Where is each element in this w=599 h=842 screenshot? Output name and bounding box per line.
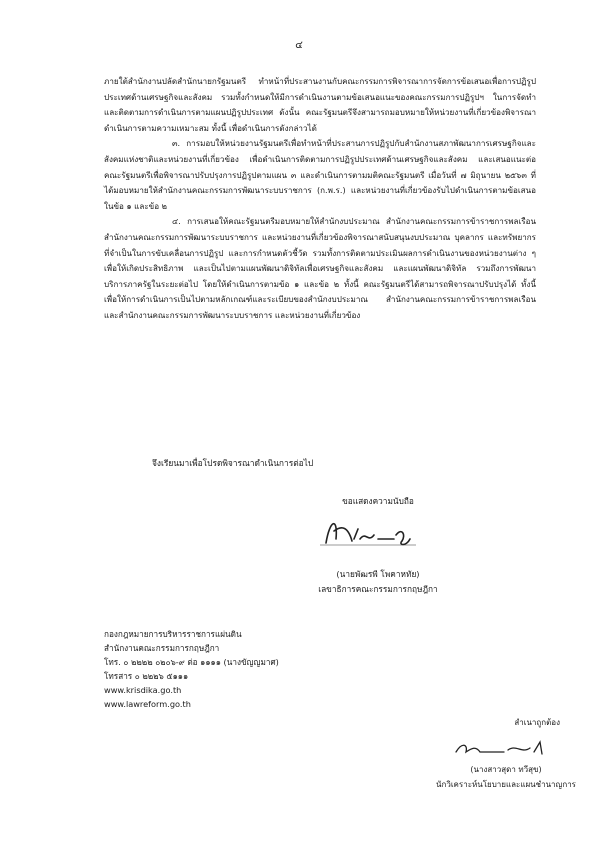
contact-block <box>104 627 364 711</box>
contact-phone: โทร. ๐ ๒๒๒๒ ๐๒๐๖-๙ ต่อ ๑๑๑๑ (นางขัญญมาศ) <box>104 657 279 667</box>
paragraph-1: ภายใต้สำนักงานปลัดสำนักนายกรัฐมนตรี ทำหน้าที่ประสานงานกับคณะกรรมการพิจารณาการจัดการข้อเสนอเพื่อการปฏิรูปประเทศด้านเศรษฐกิจและสังคม รวมทั้งกำหนดให้มีการดำเนินงานตามข้อเสนอแนะของคณะกรรมการปฏิรูปฯ ในการจัดทำและติดตามการดำเนินการตามแผนปฏิรูปประเทศ ดังนั้น คณะรัฐมนตรีจึงสามารถมอบหมายให้หน่วยงานที่เกี่ยวข้องพิจารณาดำเนินการตามความเหมาะสม ทั้งนี้ เพื่อดำเนินการดังกล่าวได้ <box>104 76 536 133</box>
paragraph-3: ๔. การเสนอให้คณะรัฐมนตรีมอบหมายให้สำนักงบประมาณ สำนักงานคณะกรรมการข้าราชการพลเรือน สำนักงานคณะกรรมการพัฒนาระบบราชการ และหน่วยงานที่เกี่ยวข้องพิจารณาสนับสนุนงบประมาณ บุคลากร และทรัพยากรที่จำเป็นในการขับเคลื่อนการปฏิรูป และการกำหนดตัวชี้วัด รวมทั้งการติดตามประเมินผลการดำเนินงานของหน่วยงานต่าง ๆ เพื่อให้เกิดประสิทธิภาพ และเป็นไปตามแผนพัฒนาดิจิทัลเพื่อเศรษฐกิจและสังคม และแผนพัฒนาดิจิทัล รวมถึงการพัฒนาบริการภาครัฐในระยะต่อไป โดยให้ดำเนินการตามข้อ ๑ และข้อ ๒ ทั้งนี้ คณะรัฐมนตรีได้สามารถพิจารณาปรับปรุงได้ ทั้งนี้ เพื่อให้การดำเนินการเป็นไปตามหลักเกณฑ์และระเบียบของสำนักงบประมาณ สำนักงานคณะกรรมการข้าราชการพลเรือน และสำนักงานคณะกรรมการพัฒนาระบบราชการ และหน่วยงานที่เกี่ยวข้อง <box>104 216 536 320</box>
contact-office: สำนักงานคณะกรรมการกฤษฎีกา <box>104 643 220 653</box>
paragraph-2: ๓. การมอบให้หน่วยงานรัฐมนตรีเพื่อทำหน้าที่ประสานการปฏิรูปกับสำนักงานสภาพัฒนาการเศรษฐกิจและสังคมแห่งชาติและหน่วยงานที่เกี่ยวข้อง เพื่อดำเนินการติดตามการปฏิรูปประเทศด้านเศรษฐกิจและสังคม และเสนอแนะต่อคณะรัฐมนตรีเพื่อพิจารณาปรับปรุงการปฏิรูปตามแผน ๓ และดำเนินการตามมติคณะรัฐมนตรี เมื่อวันที่ ๗ มิถุนายน ๒๕๖๓ ที่ได้มอบหมายให้สำนักงานคณะกรรมการพัฒนาระบบราชการ (ก.พ.ร.) และหน่วยงานที่เกี่ยวข้องรับไปดำเนินการตามข้อเสนอในข้อ ๑ และข้อ ๒ <box>104 138 536 211</box>
certifier-title: นักวิเคราะห์นโยบายและแผนชำนาญการ <box>436 780 576 789</box>
contact-fax: โทรสาร ๐ ๒๒๒๖ ๕๑๑๑ <box>104 671 189 681</box>
certified-copy-label: สำเนาถูกต้อง <box>514 718 560 727</box>
certifier-name: (นางสาวสุดา ทวีสุข) <box>470 765 542 774</box>
contact-division: กองกฎหมายการบริหารราชการแผ่นดิน <box>104 629 242 639</box>
page-number: ๔ <box>295 40 304 51</box>
closing-block <box>104 456 536 470</box>
certifier-signature <box>426 734 586 762</box>
signer-title: เลขาธิการคณะกรรมการกฤษฎีกา <box>318 584 438 594</box>
contact-website-1[interactable]: www.krisdika.go.th <box>104 685 182 695</box>
salutation: ขอแสดงความนับถือ <box>342 496 414 506</box>
contact-website-2[interactable]: www.lawreform.go.th <box>104 699 191 709</box>
certifier-block <box>426 734 586 792</box>
signature-block <box>278 494 478 597</box>
closing-line: จึงเรียนมาเพื่อโปรดพิจารณาดำเนินการต่อไป <box>152 458 314 468</box>
signer-name: (นายพัฒรพี โพคาหทัย) <box>336 569 420 579</box>
body-text <box>104 74 536 324</box>
handwritten-signature <box>278 509 478 567</box>
